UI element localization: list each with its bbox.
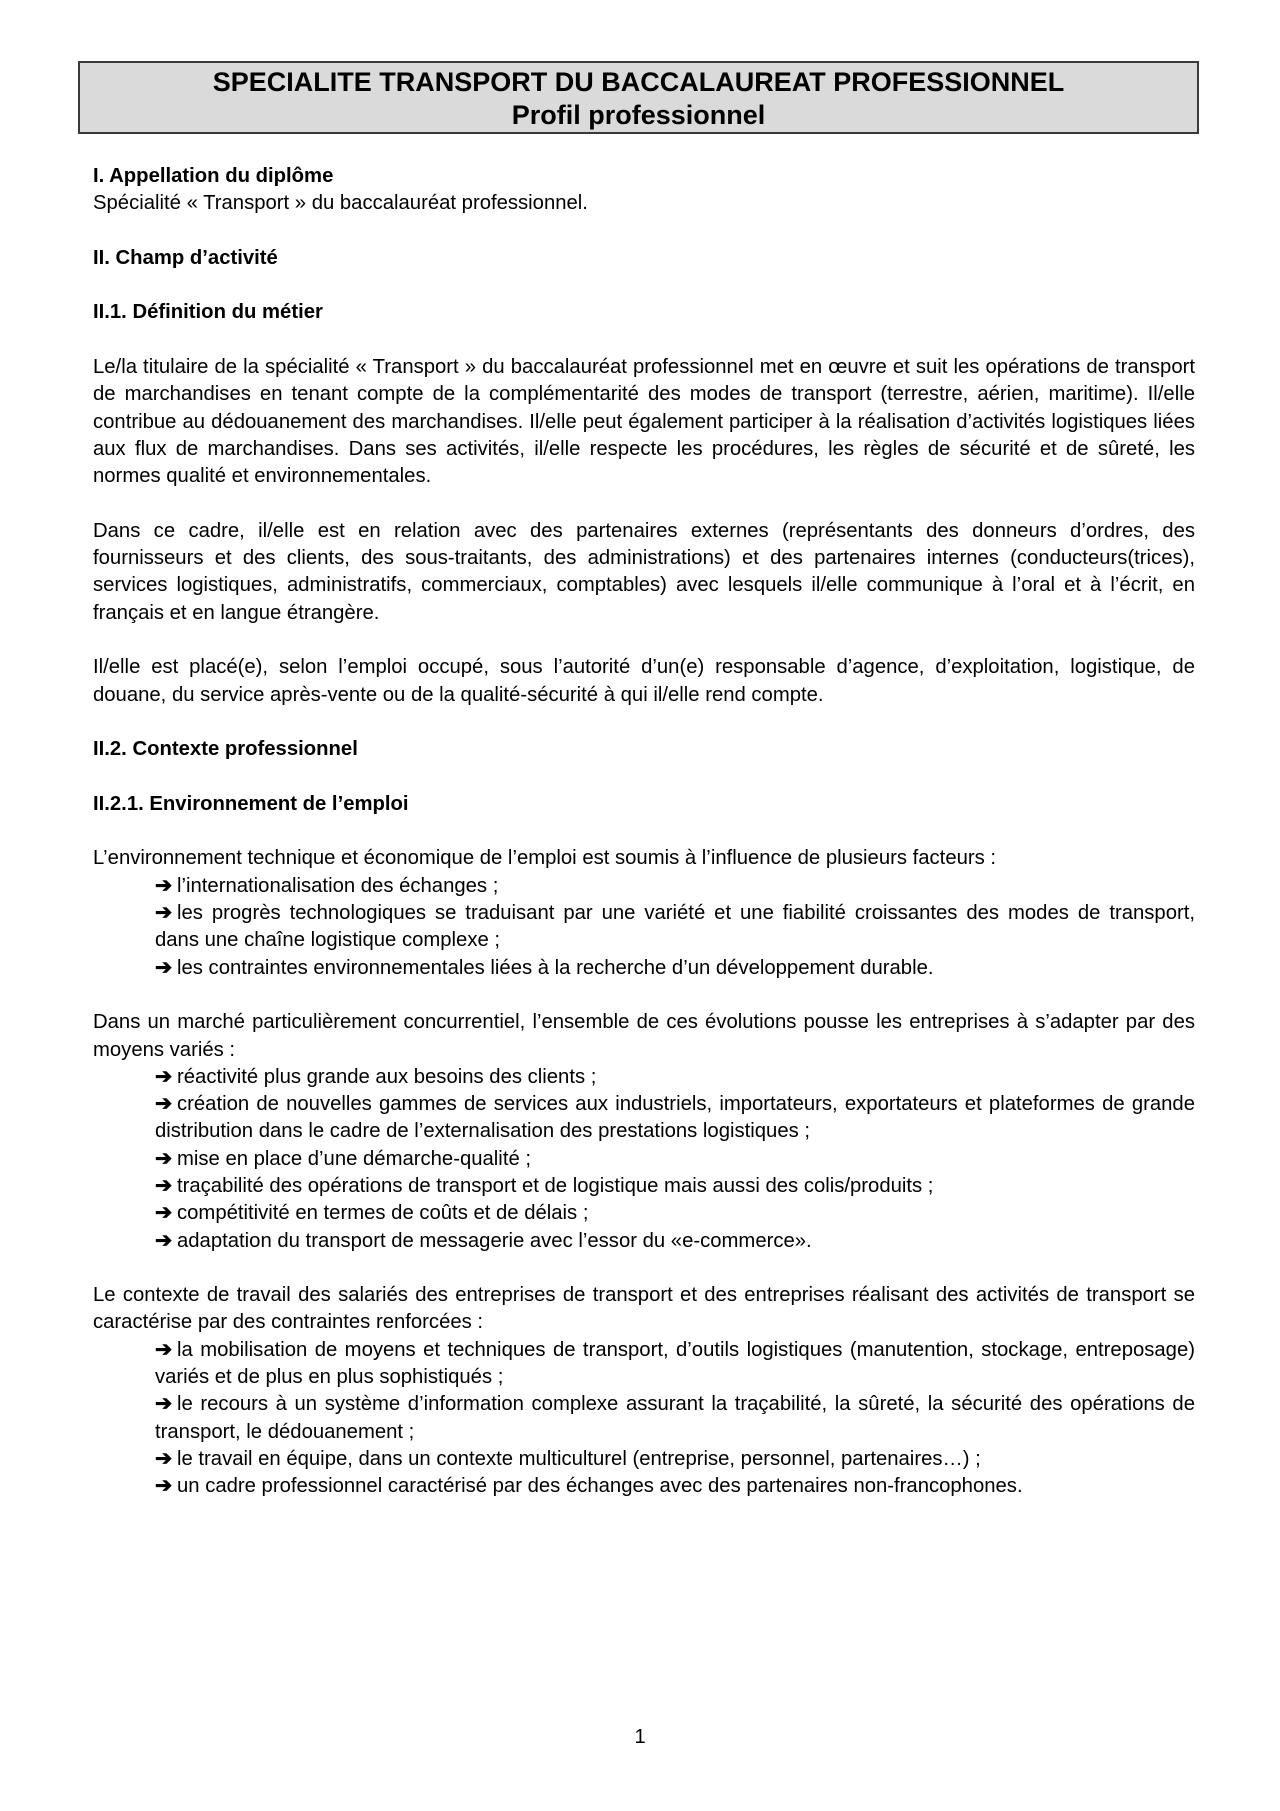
paragraph-definition-1: Le/la titulaire de la spécialité « Transport » du baccalauréat professionnel met en œuvre et suit les opérations de transport de marchandises en tenant compte de la complémentarité des modes de transport (terrestre, aérien, maritime). Il/elle contribue au dédouanement des marchandises. Il/elle peut également participer à la réalisation d’activités logistiques liées aux flux de marchandises. Dans ses activités, il/elle respecte les procédures, les règles de sécurité et de sûreté, les normes qualité et environnementales. [93, 356, 1195, 488]
list-item: ➔ compétitivité en termes de coûts et de délais ; [93, 1200, 1195, 1227]
list-item: ➔ un cadre professionnel caractérisé par des échanges avec des partenaires non-francophones. [93, 1473, 1195, 1500]
document-title: SPECIALITE TRANSPORT DU BACCALAUREAT PROFESSIONNEL [212, 67, 1065, 97]
paragraph-definition-2: Dans ce cadre, il/elle est en relation avec des partenaires externes (représentants des donneurs d’ordres, des fournisseurs et des clients, des sous-traitants, des administrations) et des partenaires internes (conducteurs(trices), services logistiques, administratifs, commerciaux, comptables) avec lesquels il/elle communique à l’oral et à l’écrit, en français et en langue étrangère. [93, 519, 1195, 624]
list-item: ➔ les progrès technologiques se traduisant par une variété et une fiabilité croissantes des modes de transport, dans une chaîne logistique complexe ; [155, 902, 1195, 952]
list-item: ➔ le recours à un système d’information complexe assurant la traçabilité, la sûreté, la sécurité des opérations de transport, le dédouanement ; [155, 1393, 1195, 1443]
list-item: ➔ création de nouvelles gammes de services aux industriels, importateurs, exportateurs et plateformes de grande distribution dans le cadre de l’externalisation des prestations logistiques ; [155, 1093, 1195, 1143]
list-item: ➔ les contraintes environnementales liées à la recherche d’un développement durable. [93, 955, 1195, 982]
arrow-right-icon: ➔ [155, 1093, 172, 1116]
heading-contexte-professionnel: II.2. Contexte professionnel [93, 738, 358, 761]
arrow-right-icon: ➔ [155, 1475, 172, 1498]
heading-environnement-emploi: II.2.1. Environnement de l’emploi [93, 792, 409, 815]
arrow-right-icon: ➔ [155, 874, 172, 897]
arrow-right-icon: ➔ [155, 1202, 172, 1225]
arrow-right-icon: ➔ [155, 902, 172, 925]
heading-definition-metier: II.1. Définition du métier [93, 301, 323, 324]
title-box [78, 61, 1199, 134]
list-item: ➔ mise en place d’une démarche-qualité ; [93, 1146, 1195, 1173]
arrow-right-icon: ➔ [155, 1174, 172, 1197]
environment-intro: L’environnement technique et économique de l’emploi est soumis à l’influence de plusieurs facteurs : [93, 847, 997, 870]
arrow-right-icon: ➔ [155, 1338, 172, 1361]
arrow-right-icon: ➔ [155, 1447, 172, 1470]
arrow-right-icon: ➔ [155, 1229, 172, 1252]
list-item: ➔ traçabilité des opérations de transport et de logistique mais aussi des colis/produits ; [93, 1173, 1195, 1200]
list-item: ➔ la mobilisation de moyens et techniques de transport, d’outils logistiques (manutention, stockage, entreposage) variés et de plus en plus sophistiqués ; [155, 1338, 1195, 1389]
arrow-right-icon: ➔ [155, 1147, 172, 1170]
list-item: ➔ réactivité plus grande aux besoins des clients ; [93, 1064, 1195, 1091]
market-intro: Dans un marché particulièrement concurrentiel, l’ensemble de ces évolutions pousse les entreprises à s’adapter par des moyens variés : [93, 1011, 1195, 1061]
document-subtitle: Profil professionnel [511, 100, 766, 130]
work-context-intro: Le contexte de travail des salariés des entreprises de transport et des entreprises réalisant des activités de transport se caractérise par des contraintes renforcées : [93, 1284, 1195, 1334]
list-item: ➔ adaptation du transport de messagerie avec l’essor du «e-commerce». [93, 1228, 1195, 1255]
appellation-text: Spécialité « Transport » du baccalauréat professionnel. [93, 192, 588, 215]
document-body [93, 163, 1195, 1501]
page-number: 1 [634, 1726, 646, 1748]
arrow-right-icon: ➔ [155, 956, 172, 979]
list-item: ➔ l’internationalisation des échanges ; [93, 873, 1195, 900]
arrow-right-icon: ➔ [155, 1065, 172, 1088]
list-item: ➔ le travail en équipe, dans un contexte multiculturel (entreprise, personnel, partenaires…) ; [93, 1446, 1195, 1473]
arrow-right-icon: ➔ [155, 1393, 172, 1416]
heading-appellation: I. Appellation du diplôme [93, 165, 334, 187]
paragraph-definition-3: Il/elle est placé(e), selon l’emploi occupé, sous l’autorité d’un(e) responsable d’agence, d’exploitation, logistique, de douane, du service après-vente ou de la qualité-sécurité à qui il/elle rend compte. [93, 656, 1195, 706]
heading-champ-activite: II. Champ d’activité [93, 246, 278, 269]
